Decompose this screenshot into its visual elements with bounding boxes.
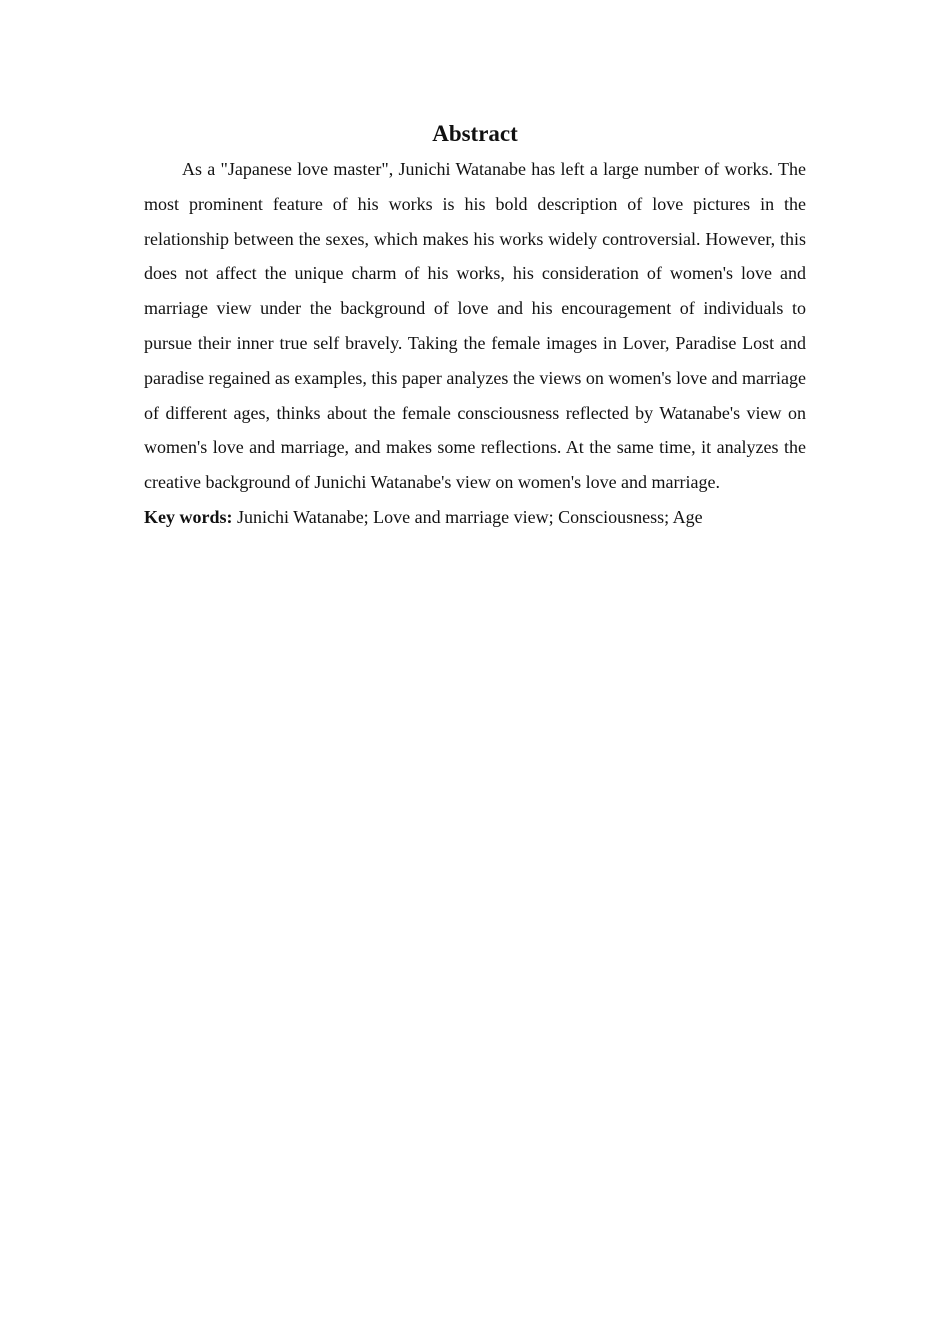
- abstract-title: Abstract: [432, 121, 518, 146]
- keywords-list: Junichi Watanabe; Love and marriage view; Consciousness; Age: [232, 506, 703, 527]
- keywords-label: Key words:: [144, 506, 233, 527]
- keywords-line: [144, 500, 806, 535]
- abstract-section: [144, 118, 806, 535]
- abstract-body: As a "Japanese love master", Junichi Watanabe has left a large number of works. The most prominent feature of his works is his bold description of love pictures in the relationship between the sexes, which makes his works widely controversial. However, this does not affect the unique charm of his works, his consideration of women's love and marriage view under the background of love and his encouragement of individuals to pursue their inner true self bravely. Taking the female images in Lover, Paradise Lost and paradise regained as examples, this paper analyzes the views on women's love and marriage of different ages, thinks about the female consciousness reflected by Watanabe's view on women's love and marriage, and makes some reflections. At the same time, it analyzes the creative background of Junichi Watanabe's view on women's love and marriage.: [144, 159, 807, 493]
